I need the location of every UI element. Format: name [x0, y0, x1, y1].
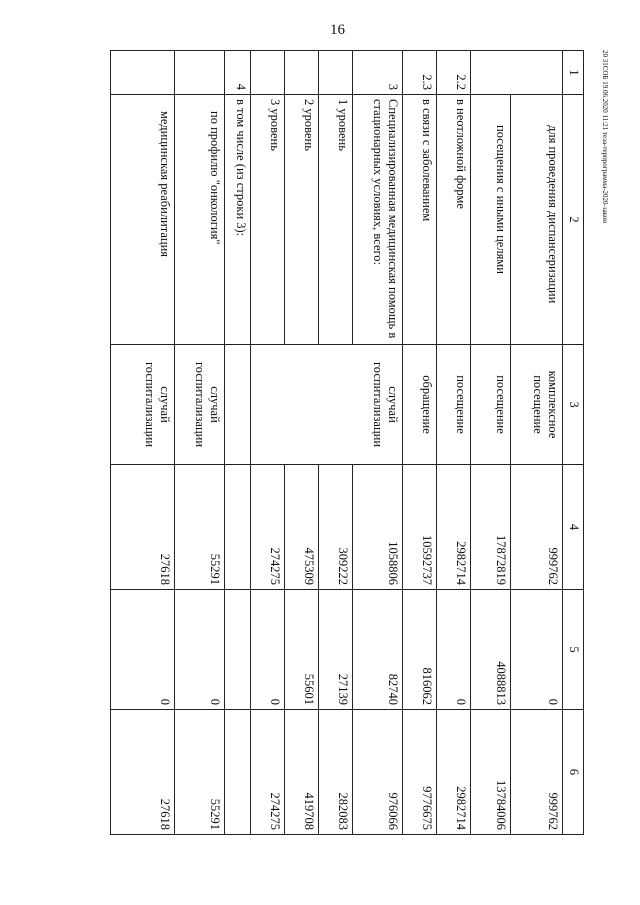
row-label: медицинская реабилитация: [111, 95, 175, 345]
table-row: [471, 51, 511, 835]
cell-value: 55291: [175, 465, 225, 590]
header-row: [563, 51, 584, 835]
cell-value: 475309: [285, 465, 319, 590]
row-number: [175, 51, 225, 95]
row-number: [319, 51, 353, 95]
row-unit: обращение: [403, 345, 437, 465]
rotated-table-wrapper: [112, 50, 584, 834]
table-row: [353, 51, 403, 835]
row-unit: случай госпитализации: [111, 345, 175, 465]
row-number: 3: [353, 51, 403, 95]
cell-value: [225, 590, 251, 710]
cell-value: 816062: [403, 590, 437, 710]
cell-value: 274275: [251, 710, 285, 835]
cell-value: 0: [111, 590, 175, 710]
row-number: [251, 51, 285, 95]
row-unit: комплексное посещение: [511, 345, 563, 465]
col-header: 5: [563, 590, 584, 710]
cell-value: 1058806: [353, 465, 403, 590]
col-header: 3: [563, 345, 584, 465]
cell-value: 999762: [511, 465, 563, 590]
row-label: в неотложной форме: [437, 95, 471, 345]
table-row: [285, 51, 319, 835]
row-unit: случай госпитализации: [353, 345, 403, 465]
cell-value: 274275: [251, 465, 285, 590]
row-number: [471, 51, 511, 95]
cell-value: 55291: [175, 710, 225, 835]
page-number: 16: [330, 22, 345, 38]
cell-value: 2982714: [437, 710, 471, 835]
table-row: [175, 51, 225, 835]
table-row: [225, 51, 251, 835]
cell-value: 309222: [319, 465, 353, 590]
row-label: посещения с иными целями: [471, 95, 511, 345]
row-label: в том числе (из строки 3):: [225, 95, 251, 345]
row-label: 2 уровень: [285, 95, 319, 345]
row-number: [111, 51, 175, 95]
cell-value: 10592737: [403, 465, 437, 590]
cell-value: [225, 465, 251, 590]
cell-value: 9776675: [403, 710, 437, 835]
cell-value: 976066: [353, 710, 403, 835]
row-label: для проведения диспансеризации: [511, 95, 563, 345]
cell-value: 82740: [353, 590, 403, 710]
cell-value: [225, 710, 251, 835]
cell-value: 55601: [285, 590, 319, 710]
row-number: 2.2: [437, 51, 471, 95]
cell-value: 27618: [111, 465, 175, 590]
side-note: [603, 50, 615, 280]
cell-value: 0: [251, 590, 285, 710]
cell-value: 999762: [511, 710, 563, 835]
row-label: 3 уровень: [251, 95, 285, 345]
table-row: [437, 51, 471, 835]
cell-value: 282083: [319, 710, 353, 835]
row-number: [511, 51, 563, 95]
cell-value: 2982714: [437, 465, 471, 590]
cell-value: 0: [437, 590, 471, 710]
table-row: [511, 51, 563, 835]
row-number: 4: [225, 51, 251, 95]
row-unit: [319, 345, 353, 465]
cell-value: 13784006: [471, 710, 511, 835]
col-header: 1: [563, 51, 584, 95]
cell-value: 4088813: [471, 590, 511, 710]
col-header: 6: [563, 710, 584, 835]
data-table: [110, 50, 584, 835]
table-row: [319, 51, 353, 835]
row-unit: посещение: [437, 345, 471, 465]
row-unit: посещение: [471, 345, 511, 465]
row-unit: [285, 345, 319, 465]
cell-value: 419708: [285, 710, 319, 835]
row-number: [285, 51, 319, 95]
table-row: [251, 51, 285, 835]
cell-value: 27618: [111, 710, 175, 835]
cell-value: 17872819: [471, 465, 511, 590]
table-row: [403, 51, 437, 835]
row-label: в связи с заболеванием: [403, 95, 437, 345]
table-row: [111, 51, 175, 835]
row-number: 2.3: [403, 51, 437, 95]
cell-value: 0: [175, 590, 225, 710]
side-note-text: 20 31СОБ 19.06.2020 11:21 теза-терпрограмма-2020-закон: [601, 50, 609, 224]
row-unit: [251, 345, 285, 465]
row-label: 1 уровень: [319, 95, 353, 345]
row-unit: [225, 345, 251, 465]
cell-value: 0: [511, 590, 563, 710]
col-header: 4: [563, 465, 584, 590]
row-label: Специализированная медицинская помощь в стационарных условиях, всего:: [353, 95, 403, 345]
cell-value: 27139: [319, 590, 353, 710]
row-label: по профилю "онкология": [175, 95, 225, 345]
row-unit: случай госпитализации: [175, 345, 225, 465]
col-header: 2: [563, 95, 584, 345]
